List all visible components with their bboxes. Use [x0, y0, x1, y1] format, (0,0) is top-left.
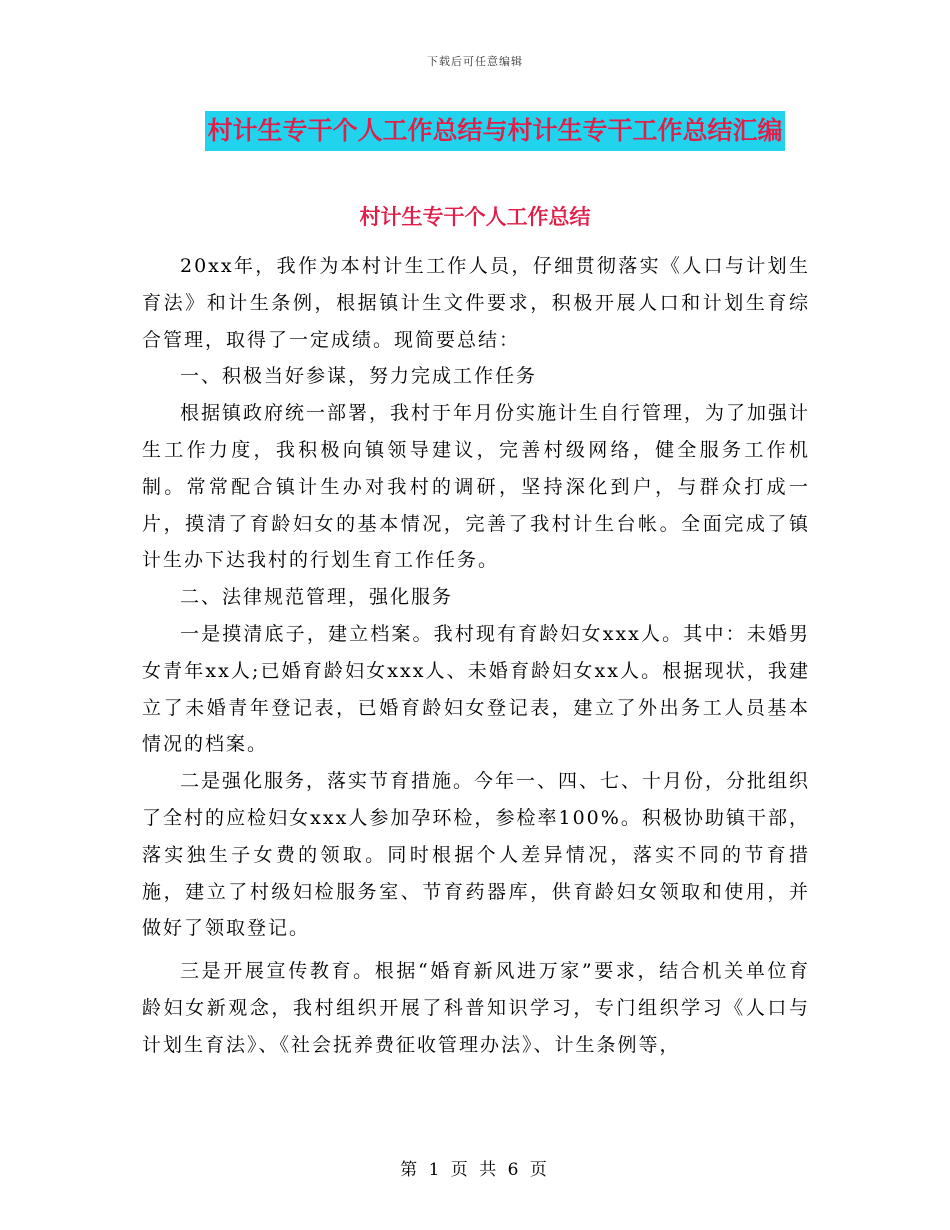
paragraph: 二是强化服务，落实节育措施。今年一、四、七、十月份，分批组织了全村的应检妇女xxx人参加孕环检，参检率100%。积极协助镇干部，落实独生子女费的领取。同时根据个人差异情况，落实不同的节育措施，建立了村级妇检服务室、节育药器库，供育龄妇女领取和使用，并做好了领取登记。: [142, 770, 811, 940]
heading-1: 一、积极当好参谋，努力完成工作任务: [180, 365, 538, 388]
main-title-container: [0, 111, 950, 151]
header-note: 下载后可任意编辑: [427, 55, 523, 68]
paragraph: 20xx年，我作为本村计生工作人员，仔细贯彻落实《人口与计划生育法》和计生条例，根据镇计生文件要求，积极开展人口和计划生育综合管理，取得了一定成绩。现简要总结：: [142, 255, 810, 351]
paragraph: 一是摸清底子，建立档案。我村现有育龄妇女xxx人。其中：未婚男女青年xx人;已婚育龄妇女xxx人、未婚育龄妇女xx人。根据现状，我建立了未婚青年登记表，已婚育龄妇女登记表，建立了外出务工人员基本情况的档案。: [142, 622, 810, 756]
heading-2: 二、法律规范管理，强化服务: [180, 586, 454, 609]
paragraph: 根据镇政府统一部署，我村于年月份实施计生自行管理，为了加强计生工作力度，我积极向镇领导建议，完善村级网络，健全服务工作机制。常常配合镇计生办对我村的调研，坚持深化到户，与群众打成一片，摸清了育龄妇女的基本情况，完善了我村计生台帐。全面完成了镇计生办下达我村的行划生育工作任务。: [142, 402, 811, 572]
main-title: 村计生专干个人工作总结与村计生专干工作总结汇编: [205, 111, 784, 151]
page-footer: 第 1 页 共 6 页: [400, 1160, 550, 1180]
section-title: 村计生专干个人工作总结: [359, 204, 591, 229]
document-body: [142, 248, 810, 1064]
paragraph: 三是开展宣传教育。根据“婚育新风进万家”要求，结合机关单位育龄妇女新观念，我村组织开展了科普知识学习，专门组织学习《人口与计划生育法》、《社会抚养费征收管理办法》、计生条例等，: [142, 960, 810, 1056]
